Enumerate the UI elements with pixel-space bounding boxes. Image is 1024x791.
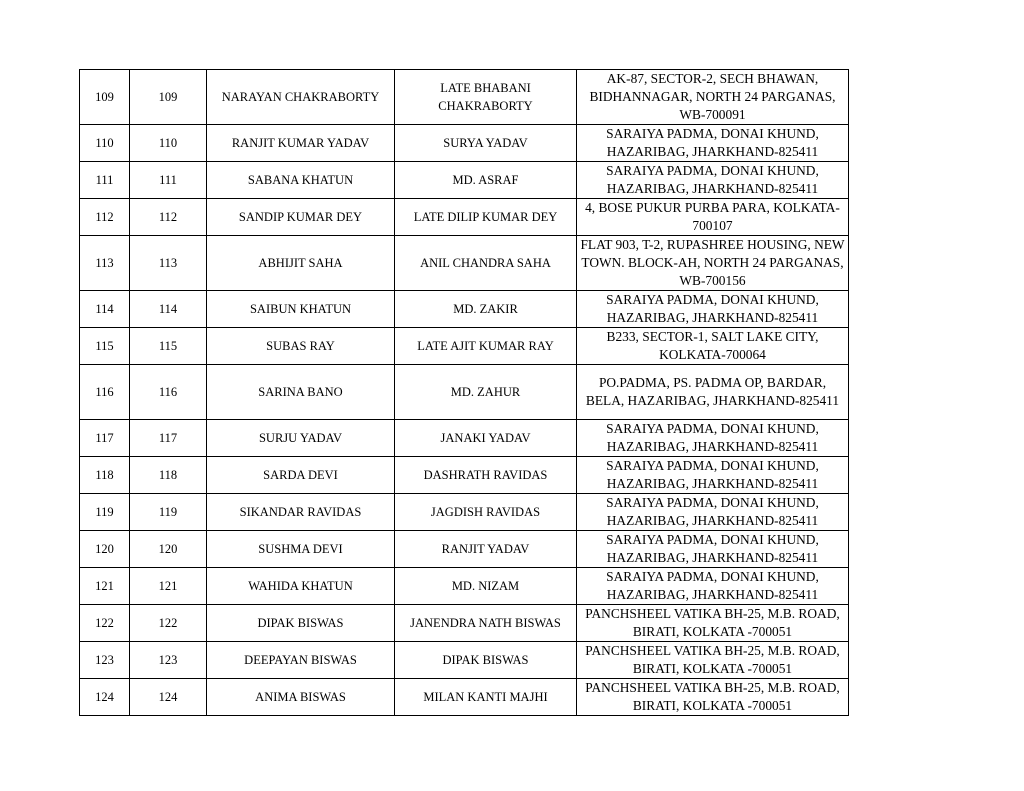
person-name-cell: SARDA DEVI <box>207 457 395 494</box>
address-cell: SARAIYA PADMA, DONAI KHUND, HAZARIBAG, JHARKHAND-825411 <box>577 568 849 605</box>
father-name-cell: MILAN KANTI MAJHI <box>395 679 577 716</box>
serial-number-cell: 120 <box>80 531 130 568</box>
serial-number-cell: 115 <box>80 328 130 365</box>
address-cell: PANCHSHEEL VATIKA BH-25, M.B. ROAD, BIRATI, KOLKATA -700051 <box>577 605 849 642</box>
serial-number-cell: 122 <box>80 605 130 642</box>
person-name-cell: SURJU YADAV <box>207 420 395 457</box>
serial-number-cell: 118 <box>80 457 130 494</box>
address-cell: SARAIYA PADMA, DONAI KHUND, HAZARIBAG, JHARKHAND-825411 <box>577 531 849 568</box>
person-name-cell: SARINA BANO <box>207 365 395 420</box>
father-name-cell: LATE AJIT KUMAR RAY <box>395 328 577 365</box>
table-row <box>80 291 849 328</box>
father-name-cell: LATE BHABANI CHAKRABORTY <box>395 70 577 125</box>
table-row <box>80 365 849 420</box>
serial-number-cell: 123 <box>80 642 130 679</box>
address-cell: 4, BOSE PUKUR PURBA PARA, KOLKATA-700107 <box>577 199 849 236</box>
id-number-cell: 112 <box>130 199 207 236</box>
id-number-cell: 116 <box>130 365 207 420</box>
serial-number-cell: 113 <box>80 236 130 291</box>
table-row <box>80 642 849 679</box>
id-number-cell: 124 <box>130 679 207 716</box>
person-name-cell: RANJIT KUMAR YADAV <box>207 125 395 162</box>
records-table-body <box>80 70 849 716</box>
table-row <box>80 162 849 199</box>
address-cell: SARAIYA PADMA, DONAI KHUND, HAZARIBAG, JHARKHAND-825411 <box>577 494 849 531</box>
father-name-cell: SURYA YADAV <box>395 125 577 162</box>
id-number-cell: 119 <box>130 494 207 531</box>
father-name-cell: DASHRATH RAVIDAS <box>395 457 577 494</box>
person-name-cell: ANIMA BISWAS <box>207 679 395 716</box>
table-row <box>80 605 849 642</box>
table-row <box>80 125 849 162</box>
person-name-cell: SABANA KHATUN <box>207 162 395 199</box>
person-name-cell: SUBAS RAY <box>207 328 395 365</box>
table-row <box>80 457 849 494</box>
address-cell: PO.PADMA, PS. PADMA OP, BARDAR, BELA, HAZARIBAG, JHARKHAND-825411 <box>577 365 849 420</box>
serial-number-cell: 121 <box>80 568 130 605</box>
address-cell: SARAIYA PADMA, DONAI KHUND, HAZARIBAG, JHARKHAND-825411 <box>577 125 849 162</box>
id-number-cell: 110 <box>130 125 207 162</box>
address-cell: PANCHSHEEL VATIKA BH-25, M.B. ROAD, BIRATI, KOLKATA -700051 <box>577 642 849 679</box>
address-cell: AK-87, SECTOR-2, SECH BHAWAN, BIDHANNAGAR, NORTH 24 PARGANAS, WB-700091 <box>577 70 849 125</box>
serial-number-cell: 110 <box>80 125 130 162</box>
father-name-cell: JANAKI YADAV <box>395 420 577 457</box>
father-name-cell: MD. NIZAM <box>395 568 577 605</box>
id-number-cell: 122 <box>130 605 207 642</box>
serial-number-cell: 124 <box>80 679 130 716</box>
serial-number-cell: 119 <box>80 494 130 531</box>
person-name-cell: ABHIJIT SAHA <box>207 236 395 291</box>
table-row <box>80 199 849 236</box>
father-name-cell: DIPAK BISWAS <box>395 642 577 679</box>
serial-number-cell: 112 <box>80 199 130 236</box>
table-row <box>80 70 849 125</box>
address-cell: SARAIYA PADMA, DONAI KHUND, HAZARIBAG, JHARKHAND-825411 <box>577 457 849 494</box>
serial-number-cell: 117 <box>80 420 130 457</box>
father-name-cell: MD. ZAHUR <box>395 365 577 420</box>
address-cell: SARAIYA PADMA, DONAI KHUND, HAZARIBAG, JHARKHAND-825411 <box>577 162 849 199</box>
table-row <box>80 328 849 365</box>
person-name-cell: DIPAK BISWAS <box>207 605 395 642</box>
id-number-cell: 120 <box>130 531 207 568</box>
id-number-cell: 113 <box>130 236 207 291</box>
table-row <box>80 420 849 457</box>
person-name-cell: SUSHMA DEVI <box>207 531 395 568</box>
address-cell: FLAT 903, T-2, RUPASHREE HOUSING, NEW TOWN. BLOCK-AH, NORTH 24 PARGANAS, WB-700156 <box>577 236 849 291</box>
address-cell: PANCHSHEEL VATIKA BH-25, M.B. ROAD, BIRATI, KOLKATA -700051 <box>577 679 849 716</box>
id-number-cell: 115 <box>130 328 207 365</box>
table-row <box>80 494 849 531</box>
table-row <box>80 568 849 605</box>
father-name-cell: RANJIT YADAV <box>395 531 577 568</box>
father-name-cell: MD. ZAKIR <box>395 291 577 328</box>
table-row <box>80 531 849 568</box>
serial-number-cell: 109 <box>80 70 130 125</box>
father-name-cell: JAGDISH RAVIDAS <box>395 494 577 531</box>
father-name-cell: MD. ASRAF <box>395 162 577 199</box>
person-name-cell: NARAYAN CHAKRABORTY <box>207 70 395 125</box>
id-number-cell: 123 <box>130 642 207 679</box>
records-table <box>79 69 849 716</box>
serial-number-cell: 111 <box>80 162 130 199</box>
id-number-cell: 121 <box>130 568 207 605</box>
id-number-cell: 117 <box>130 420 207 457</box>
father-name-cell: LATE DILIP KUMAR DEY <box>395 199 577 236</box>
id-number-cell: 111 <box>130 162 207 199</box>
father-name-cell: ANIL CHANDRA SAHA <box>395 236 577 291</box>
table-row <box>80 679 849 716</box>
person-name-cell: DEEPAYAN BISWAS <box>207 642 395 679</box>
address-cell: SARAIYA PADMA, DONAI KHUND, HAZARIBAG, JHARKHAND-825411 <box>577 291 849 328</box>
address-cell: SARAIYA PADMA, DONAI KHUND, HAZARIBAG, JHARKHAND-825411 <box>577 420 849 457</box>
serial-number-cell: 116 <box>80 365 130 420</box>
id-number-cell: 118 <box>130 457 207 494</box>
person-name-cell: SAIBUN KHATUN <box>207 291 395 328</box>
address-cell: B233, SECTOR-1, SALT LAKE CITY, KOLKATA-700064 <box>577 328 849 365</box>
table-row <box>80 236 849 291</box>
person-name-cell: SIKANDAR RAVIDAS <box>207 494 395 531</box>
serial-number-cell: 114 <box>80 291 130 328</box>
father-name-cell: JANENDRA NATH BISWAS <box>395 605 577 642</box>
person-name-cell: WAHIDA KHATUN <box>207 568 395 605</box>
id-number-cell: 114 <box>130 291 207 328</box>
id-number-cell: 109 <box>130 70 207 125</box>
person-name-cell: SANDIP KUMAR DEY <box>207 199 395 236</box>
